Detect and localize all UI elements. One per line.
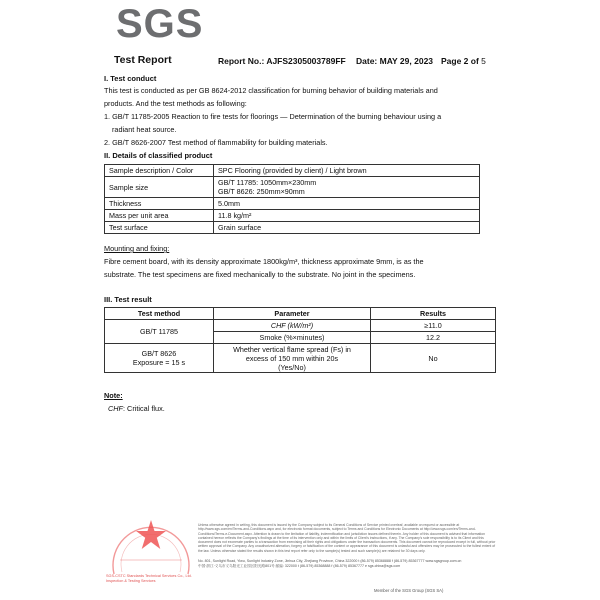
detail-label: Sample size xyxy=(105,177,214,198)
sgs-logo: SGS xyxy=(116,2,204,46)
footer-address-en: No. 801, Sunlight Road, Yiwu, Sunlight Industry Zone, Jinhua City, Zhejiang Province, China 322000 t (86-579) 85368888 f (86-579) 85367777 www.sgsgroup.com.cn xyxy=(198,559,462,564)
column-header: Parameter xyxy=(214,308,371,320)
section-test-result-heading: III. Test result xyxy=(104,295,152,304)
method-item-1-line1: 1. GB/T 11785-2005 Reaction to fire tests for floorings — Determination of the burning behaviour using a xyxy=(104,112,442,121)
table-row xyxy=(105,165,480,177)
table-row xyxy=(105,222,480,234)
table-header-row xyxy=(105,308,496,320)
seal-caption-line2: Inspection & Testing Services xyxy=(106,579,156,583)
footer-block xyxy=(198,523,498,569)
note-definition: : Critical flux. xyxy=(123,404,165,413)
page-indicator xyxy=(441,56,486,70)
table-row xyxy=(105,344,496,373)
test-conduct-text xyxy=(104,84,441,149)
param-line2: excess of 150 mm within 20s xyxy=(245,353,339,363)
method-cell xyxy=(105,344,214,373)
table-row xyxy=(105,177,480,198)
mounting-line2: substrate. The test specimens are fixed mechanically to the substrate. No joint in the specimens. xyxy=(104,270,416,279)
footer-disclaimer: Unless otherwise agreed in writing, this document is issued by the Company subject to its General Conditions of Service printed overleaf, available on request or accessible at http://www.sgs.com/en/Terms-and-Conditions.aspx and, for electronic format documents, subject to Terms and Conditions for Electronic Documents at http://www.sgs.com/en/Terms-and-Conditions/Terms-e-Document.aspx. Attention is drawn to the limitation of liability, indemnification and jurisdiction issues defined therein. Any holder of this document is advised that information contained hereon reflects the Company's findings at the time of its intervention only and within the limits of Client's instructions, if any. The Company's sole responsibility is to its Client and this document does not exonerate parties to a transaction from exercising all their rights and obligations under the transaction documents. This document cannot be reproduced except in full, without prior written approval of the Company. Any unauthorized alteration, forgery or falsification of the content or appearance of this document is unlawful and offenders may be prosecuted to the fullest extent of the law. Unless otherwise stated the results shown in this test report refer only to the sample(s) tested and such sample(s) are retained for 30 days only. xyxy=(198,523,496,553)
sample-size-line1: GB/T 11785: 1050mm×230mm xyxy=(218,178,317,187)
detail-value: 11.8 kg/m² xyxy=(214,210,480,222)
section-product-details-heading: II. Details of classified product xyxy=(104,151,213,160)
table-row xyxy=(105,320,496,332)
page-total: 5 xyxy=(481,56,486,66)
detail-label: Test surface xyxy=(105,222,214,234)
mounting-section xyxy=(104,242,424,281)
mounting-line1: Fibre cement board, with its density approximate 1800kg/m³, thickness approximate 9mm, is as the xyxy=(104,257,424,266)
seal-caption-line1: SGS-CSTC Standards Technical Services Co., Ltd. xyxy=(106,574,192,578)
sample-size-line2: GB/T 8626: 250mm×90mm xyxy=(218,187,305,196)
chf-param: CHF (kW/m²) xyxy=(270,321,314,330)
parameter-cell: Smoke (%×minutes) xyxy=(214,332,371,344)
product-details-table xyxy=(104,164,480,234)
detail-value xyxy=(214,177,480,198)
column-header: Test method xyxy=(105,308,214,320)
seal-caption xyxy=(106,574,196,584)
method-item-1-line2: radiant heat source. xyxy=(112,125,177,134)
report-number: Report No.: AJFS2305003789FF xyxy=(218,56,346,66)
detail-value: Grain surface xyxy=(214,222,480,234)
section-test-conduct-heading: I. Test conduct xyxy=(104,74,157,83)
test-result-table xyxy=(104,307,496,373)
sgs-member-line: Member of the SGS Group (SGS SA) xyxy=(374,588,444,593)
company-seal-icon xyxy=(104,498,198,578)
note-heading xyxy=(104,389,123,402)
detail-value: 5.0mm xyxy=(214,198,480,210)
detail-label: Thickness xyxy=(105,198,214,210)
parameter-cell xyxy=(214,344,371,373)
footer-address xyxy=(198,559,498,569)
note-text xyxy=(108,402,165,415)
page-label: Page 2 of xyxy=(441,56,482,66)
report-title: Test Report xyxy=(114,54,172,66)
table-row xyxy=(105,210,480,222)
column-header: Results xyxy=(371,308,496,320)
param-line3: (Yes/No) xyxy=(278,362,306,372)
result-cell: ≥11.0 xyxy=(371,320,496,332)
note-heading-text: Note: xyxy=(104,391,123,400)
footer-address-cn: 中国·浙江·义乌市义乌阳光工业园区阳光路801号 邮编: 322000 t (86-579) 85368888 f (86-579) 85367777 e sgs.china@sgs.com xyxy=(198,564,401,569)
result-cell: No xyxy=(371,344,496,373)
detail-label: Mass per unit area xyxy=(105,210,214,222)
test-conduct-line2: products. And the test methods as following: xyxy=(104,99,247,108)
method-line2: Exposure = 15 s xyxy=(132,358,186,367)
test-conduct-line1: This test is conducted as per GB 8624-2012 classification for burning behavior of building materials and xyxy=(104,86,438,95)
parameter-cell xyxy=(214,320,371,332)
mounting-heading: Mounting and fixing: xyxy=(104,244,170,253)
result-cell: 12.2 xyxy=(371,332,496,344)
detail-value: SPC Flooring (provided by client) / Light brown xyxy=(214,165,480,177)
table-row xyxy=(105,198,480,210)
detail-label: Sample description / Color xyxy=(105,165,214,177)
method-cell: GB/T 11785 xyxy=(105,320,214,344)
note-abbr: CHF xyxy=(108,404,123,413)
method-line1: GB/T 8626 xyxy=(141,349,177,358)
method-item-2: 2. GB/T 8626-2007 Test method of flammability for building materials. xyxy=(104,138,328,147)
param-line1: Whether vertical flame spread (Fs) in xyxy=(233,344,351,354)
report-date: Date: MAY 29, 2023 xyxy=(356,56,434,66)
